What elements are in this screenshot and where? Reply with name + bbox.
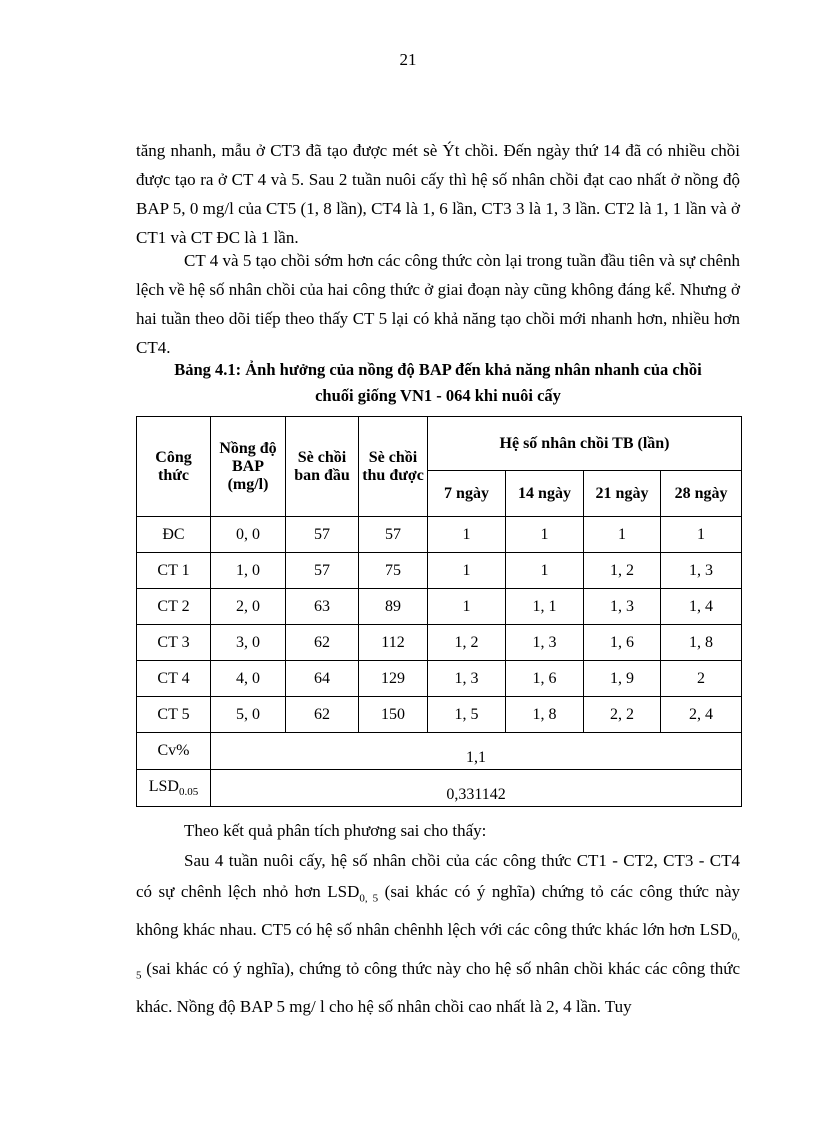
table-row	[137, 625, 742, 661]
paragraph-ct4-ct5: CT 4 và 5 tạo chồi sớm hơn các công thức còn lại trong tuần đầu tiên và sự chênh lệch về hệ số nhân chồi của hai công thức ở giai đoạn này cũng không đáng kể. Nhưng ở hai tuần theo dõi tiếp theo thấy CT 5 lại có khả năng tạo chồi mới nhanh hơn, nhiều hơn CT4.	[136, 251, 740, 357]
header-cong-thuc: Công thức	[137, 417, 211, 517]
cell: CT 5	[137, 697, 211, 733]
header-he-so: Hệ số nhân chồi TB (lần)	[428, 417, 742, 471]
cell: 1	[506, 517, 584, 553]
table-row	[137, 661, 742, 697]
cell: 1	[506, 553, 584, 589]
cell: CT 2	[137, 589, 211, 625]
table-row-lsd	[137, 770, 742, 807]
cell: 4, 0	[211, 661, 286, 697]
lsd-value: 0,331142	[211, 770, 742, 807]
cell: 150	[359, 697, 428, 733]
cell: 1	[661, 517, 742, 553]
header-nong-do: Nồng độ BAP (mg/l)	[211, 417, 286, 517]
lsd-label-sub: 0.05	[178, 786, 199, 799]
cell: 1	[584, 517, 661, 553]
cell: 1, 6	[584, 625, 661, 661]
cell: ĐC	[137, 517, 211, 553]
cell: 75	[359, 553, 428, 589]
cell: 1, 4	[661, 589, 742, 625]
table-row	[137, 589, 742, 625]
cell: 3, 0	[211, 625, 286, 661]
table-row	[137, 553, 742, 589]
cell: 1, 2	[584, 553, 661, 589]
table-caption-line2: chuối giống VN1 - 064 khi nuôi cấy	[315, 386, 561, 405]
cell: CT 4	[137, 661, 211, 697]
cell: 2, 0	[211, 589, 286, 625]
cell: 2	[661, 661, 742, 697]
cell: 64	[286, 661, 359, 697]
lsd-subscript: 0, 5	[359, 892, 379, 905]
cell: 1, 8	[506, 697, 584, 733]
cell: 1, 8	[661, 625, 742, 661]
cell: 2, 2	[584, 697, 661, 733]
bap-table	[136, 416, 742, 807]
table-row	[137, 697, 742, 733]
analysis-text-2: (sai khác có ý nghĩa) chứng tỏ các công thức này không khác nhau. CT5 có hệ số nhân chênhh lệch với các công thức khác lớn hơn LSD	[136, 882, 741, 940]
lsd-subscript: 0, 5	[136, 930, 740, 982]
paragraph-analysis	[136, 845, 740, 1022]
header-day: 28 ngày	[661, 471, 742, 517]
cell: 1, 0	[211, 553, 286, 589]
header-se-choi-thu-duoc: Sè chồi thu được	[359, 417, 428, 517]
cv-value: 1,1	[211, 733, 742, 770]
header-day: 7 ngày	[428, 471, 506, 517]
header-se-choi-ban-dau: Sè chồi ban đầu	[286, 417, 359, 517]
analysis-text-3: (sai khác có ý nghĩa), chứng tỏ công thức này cho hệ số nhân chồi khác các công thức khác. Nồng độ BAP 5 mg/ l cho hệ số nhân chồi cao nhất là 2, 4 lần. Tuy	[136, 958, 740, 1017]
cell: 57	[359, 517, 428, 553]
cell: 62	[286, 625, 359, 661]
cell: 57	[286, 553, 359, 589]
cell: 1	[428, 517, 506, 553]
cell: 1, 3	[428, 661, 506, 697]
cell: CT 3	[137, 625, 211, 661]
cell: 1, 3	[661, 553, 742, 589]
cell: 0, 0	[211, 517, 286, 553]
analysis-text-1: Sau 4 tuần nuôi cấy, hệ số nhân chồi của các công thức CT1 - CT2, CT3 - CT4 có sự chênh lệch nhỏ hơn LSD	[136, 851, 740, 901]
cell: 1, 3	[506, 625, 584, 661]
cell: 1, 2	[428, 625, 506, 661]
lsd-label-text: LSD	[148, 777, 179, 795]
cell: 5, 0	[211, 697, 286, 733]
cell: 2, 4	[661, 697, 742, 733]
cell: 57	[286, 517, 359, 553]
cell: 1	[428, 553, 506, 589]
cell: 112	[359, 625, 428, 661]
cell: 63	[286, 589, 359, 625]
paragraph-continuation: tăng nhanh, mẫu ở CT3 đã tạo được mét sè Ýt chồi. Đến ngày thứ 14 đã có nhiều chồi được tạo ra ở CT 4 và 5. Sau 2 tuần nuôi cấy thì hệ số nhân chồi đạt cao nhất ở nồng độ BAP 5, 0 mg/l của CT5 (1, 8 lần), CT4 là 1, 6 lần, CT3 3 là 1, 3 lần. CT2 là 1, 1 lần và ở CT1 và CT ĐC là 1 lần.	[136, 141, 740, 247]
header-day: 14 ngày	[506, 471, 584, 517]
table-caption-line1: Bảng 4.1: Ảnh hưởng của nồng độ BAP đến khả năng nhân nhanh của chồi	[174, 360, 702, 379]
header-day: 21 ngày	[584, 471, 661, 517]
cell: 1, 6	[506, 661, 584, 697]
cell: 1, 5	[428, 697, 506, 733]
cell: 62	[286, 697, 359, 733]
table-row	[137, 517, 742, 553]
paragraph-analysis-intro: Theo kết quả phân tích phương sai cho thấy:	[184, 821, 487, 840]
page-number: 21	[399, 50, 417, 69]
table-caption	[136, 357, 740, 409]
cell: 1, 1	[506, 589, 584, 625]
cell: 1	[428, 589, 506, 625]
cv-label: Cv%	[137, 733, 211, 770]
cell: 1, 3	[584, 589, 661, 625]
table-row-cv	[137, 733, 742, 770]
cell: 129	[359, 661, 428, 697]
cell: 1, 9	[584, 661, 661, 697]
cell: 89	[359, 589, 428, 625]
lsd-label	[137, 770, 211, 807]
cell: CT 1	[137, 553, 211, 589]
